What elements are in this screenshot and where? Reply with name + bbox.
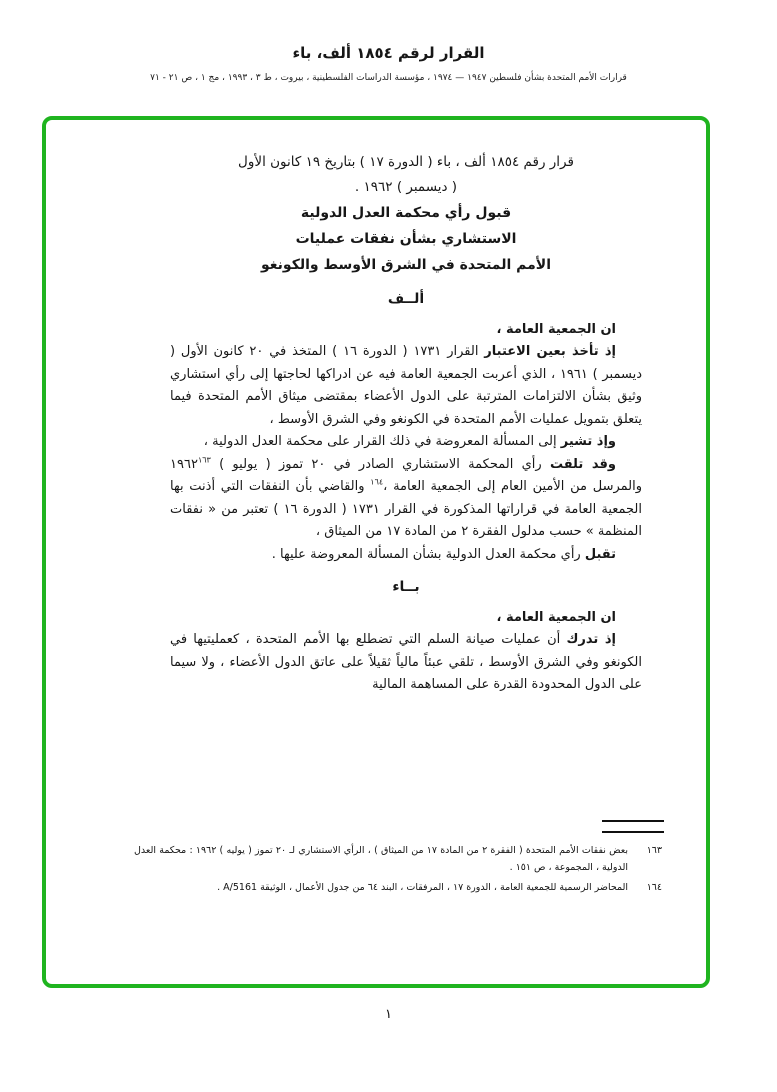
page-number: ١	[385, 1007, 392, 1022]
footnote-ref-163: ١٦٣	[197, 455, 211, 465]
paragraph-text: رأي محكمة العدل الدولية بشأن المسألة المعروضة عليها .	[271, 546, 585, 562]
footnotes-list	[134, 842, 664, 896]
paragraph-text: إلى المسألة المعروضة في ذلك القرار على محكمة العدل الدولية ،	[203, 434, 561, 449]
resolution-title-line1: قرار رقم ١٨٥٤ ألف ، باء ( الدورة ١٧ ) بتاريخ ١٩ كانون الأول	[238, 154, 574, 170]
paragraph-considering	[170, 341, 642, 431]
content-frame	[42, 116, 710, 988]
paragraph-recalling	[170, 431, 642, 454]
paragraph-intro-b: ان الجمعية العامة ،	[496, 609, 616, 625]
paragraph-lead: تقبل	[584, 546, 616, 562]
document-header	[0, 44, 777, 83]
footnotes-region	[134, 820, 664, 896]
source-citation-line: قرارات الأمم المتحدة بشأن فلسطين ١٩٤٧ — ١٩٧٤ ، مؤسسة الدراسات الفلسطينية ، بيروت ، ط ٣ ، ١٩٩٣ ، مج ١ ، ص ٢١ - ٧١	[150, 73, 627, 83]
paragraph-intro-a: ان الجمعية العامة ،	[496, 321, 616, 337]
resolution-title-line2: ( ديسمبر ) ١٩٦٢ .	[354, 179, 458, 195]
section-a-label: ألــف	[387, 291, 425, 307]
footnote-number: ١٦٣	[646, 845, 662, 856]
footnote-text: المحاضر الرسمية للجمعية العامة ، الدورة ١٧ ، المرفقات ، البند ٦٤ من جدول الأعمال ، الوثيقة A/5161 .	[217, 882, 628, 893]
footnote-separator-line	[602, 831, 664, 833]
resolution-subtitle-line3: الأمم المتحدة في الشرق الأوسط والكونغو	[261, 257, 551, 273]
resolution-subtitle-line1: قبول رأي محكمة العدل الدولية	[300, 205, 512, 221]
paragraph-accepts	[170, 544, 642, 567]
resolution-subtitle-line2: الاستشاري بشأن نفقات عمليات	[295, 231, 517, 247]
paragraph-lead: وإذ تشير	[560, 434, 616, 449]
footnote-text: بعض نفقات الأمم المتحدة ( الفقرة ٢ من المادة ١٧ من الميثاق ) ، الرأي الاستشاري لـ ٢٠ تموز ( يوليه ) ١٩٦٢ : محكمة العدل الدولية ، المجموعة ، ص ١٥١ .	[134, 845, 628, 873]
document-title: القرار لرقم ١٨٥٤ ألف، باء	[292, 44, 485, 62]
resolution-body	[170, 150, 642, 697]
paragraph-received	[170, 454, 642, 544]
paragraph-lead: إذ تأخذ بعين الاعتبار	[484, 344, 616, 359]
footnote-163	[134, 842, 664, 876]
resolution-heading	[170, 150, 642, 278]
paragraph-lead: وقد تلقت	[549, 456, 617, 472]
footnote-number: ١٦٤	[646, 882, 662, 893]
footnote-ref-164: ١٦٤	[370, 477, 384, 487]
paragraph-text: القرار ١٧٣١ ( الدورة ١٦ ) المتخذ في ٢٠ كانون الأول ( ديسمبر ) ١٩٦١ ، الذي أعربت الجمعية العامة فيه عن ادراكها لحاجتها إلى رأي استشاري وثيق بشأن الالتزامات المترتبة على الدول الأعضاء بمقتضى ميثاق الأمم المتحدة فيما يتعلق بتمويل عمليات الأمم المتحدة في الكونغو وفي الشرق الأوسط ،	[170, 344, 643, 427]
paragraph-text: والمرسل من الأمين العام إلى الجمعية العامة ،	[383, 479, 642, 494]
paragraph-text: رأي المحكمة الاستشاري الصادر في ٢٠ تموز ( يوليو ) ١٩٦٢	[170, 456, 550, 472]
footnote-separator-line	[602, 820, 664, 822]
paragraph-text: أن عمليات صيانة السلم التي تضطلع بها الأمم المتحدة ، كعمليتيها في الكونغو وفي الشرق الأوسط ، تلقي عبئاً مالياً ثقيلاً على عاتق الدول الأعضاء ، ولا سيما على الدول المحدودة القدرة على المساهمة المالية	[170, 632, 642, 692]
section-b-label: بــاء	[392, 579, 420, 595]
paragraph-lead: إذ تدرك	[566, 632, 616, 647]
footnote-164	[134, 879, 664, 896]
paragraph-aware	[170, 629, 642, 697]
paragraph-text: والقاضي بأن النفقات التي أذنت بها الجمعية العامة في قراراتها المذكورة في القرار ١٧٣١ ( الدورة ١٦ ) تعتبر من « نفقات المنظمة » حسب مدلول الفقرة ٢ من المادة ١٧ من الميثاق ،	[170, 479, 642, 539]
